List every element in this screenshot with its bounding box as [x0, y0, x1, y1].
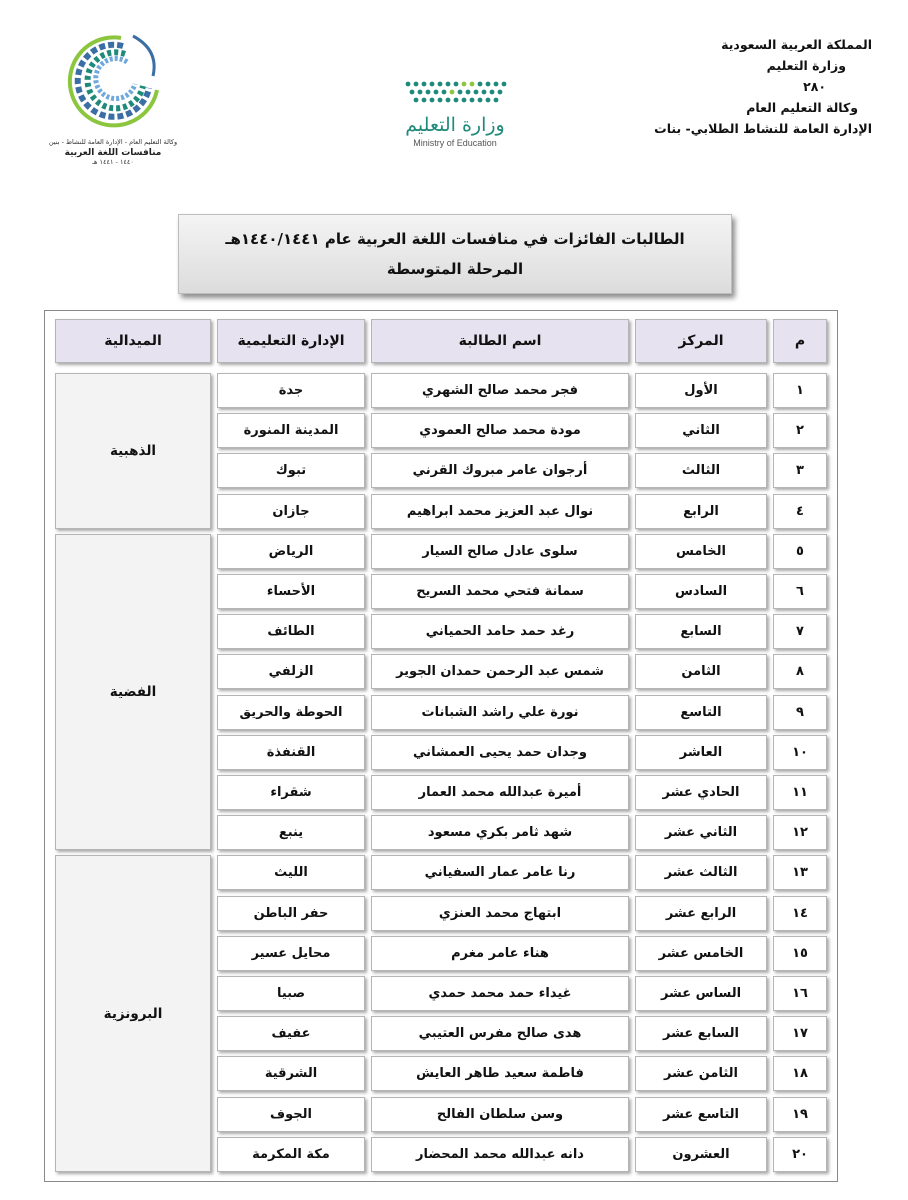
table-cell-rank: الرابع عشر	[635, 896, 767, 931]
table-cell-name: وسن سلطان الفالح	[371, 1097, 629, 1132]
table-cell-dept: صبيا	[217, 976, 365, 1011]
table-cell-name: غيداء حمد محمد حمدي	[371, 976, 629, 1011]
table-cell-num: ١٦	[773, 976, 827, 1011]
medal-group-cell: الذهبية	[55, 373, 211, 529]
table-cell-dept: القنفذة	[217, 735, 365, 770]
table-cell-num: ١٣	[773, 855, 827, 890]
table-cell-rank: التاسع عشر	[635, 1097, 767, 1132]
table-cell-name: ابتهاج محمد العنزي	[371, 896, 629, 931]
table-cell-rank: الثامن عشر	[635, 1056, 767, 1091]
table-cell-dept: جدة	[217, 373, 365, 408]
table-cell-num: ٦	[773, 574, 827, 609]
table-cell-name: أرجوان عامر مبروك القرني	[371, 453, 629, 488]
letterhead-line: الإدارة العامة للنشاط الطلابي- بنات	[654, 121, 872, 136]
ministry-name-arabic: وزارة التعليم	[405, 114, 505, 136]
document-subtitle: المرحلة المتوسطة	[386, 260, 524, 278]
letterhead-line: وزارة التعليم	[766, 58, 846, 73]
table-cell-dept: الطائف	[217, 614, 365, 649]
table-cell-dept: محايل عسير	[217, 936, 365, 971]
column-header-rank: المركز	[635, 319, 767, 363]
table-cell-name: نورة علي راشد الشبانات	[371, 695, 629, 730]
table-cell-dept: الزلفي	[217, 654, 365, 689]
table-cell-num: ٤	[773, 494, 827, 529]
results-table	[44, 310, 838, 1182]
table-cell-rank: الأول	[635, 373, 767, 408]
table-cell-num: ٧	[773, 614, 827, 649]
table-cell-dept: حفر الباطن	[217, 896, 365, 931]
table-cell-rank: الرابع	[635, 494, 767, 529]
ministry-name-english: Ministry of Education	[413, 138, 497, 148]
table-cell-name: شهد ثامر بكري مسعود	[371, 815, 629, 850]
table-cell-name: سمانة فتحي محمد السريح	[371, 574, 629, 609]
competition-tagline: وكالة التعليم العام - الإدارة العامة للنشاط - بنين	[48, 138, 178, 146]
table-cell-rank: العشرون	[635, 1137, 767, 1172]
document-title-box	[178, 214, 732, 294]
table-cell-num: ٨	[773, 654, 827, 689]
letterhead-line: المملكة العربية السعودية	[721, 37, 872, 52]
table-cell-dept: عفيف	[217, 1016, 365, 1051]
table-cell-num: ٥	[773, 534, 827, 569]
table-cell-dept: الجوف	[217, 1097, 365, 1132]
table-cell-rank: الثالث	[635, 453, 767, 488]
table-cell-name: مودة محمد صالح العمودي	[371, 413, 629, 448]
table-cell-num: ١١	[773, 775, 827, 810]
table-cell-num: ٩	[773, 695, 827, 730]
table-cell-num: ١٨	[773, 1056, 827, 1091]
table-cell-name: نوال عبد العزيز محمد ابراهيم	[371, 494, 629, 529]
table-cell-dept: الشرقية	[217, 1056, 365, 1091]
table-cell-name: فجر محمد صالح الشهري	[371, 373, 629, 408]
competition-emblem-icon	[63, 32, 163, 132]
table-cell-dept: مكة المكرمة	[217, 1137, 365, 1172]
table-cell-rank: التاسع	[635, 695, 767, 730]
table-cell-num: ١٧	[773, 1016, 827, 1051]
table-cell-dept: ينبع	[217, 815, 365, 850]
table-cell-num: ١٤	[773, 896, 827, 931]
table-cell-dept: جازان	[217, 494, 365, 529]
table-cell-rank: الثاني عشر	[635, 815, 767, 850]
table-cell-rank: العاشر	[635, 735, 767, 770]
table-cell-name: وجدان حمد يحيى العمشاني	[371, 735, 629, 770]
table-cell-name: هدى صالح مفرس العتيبي	[371, 1016, 629, 1051]
medal-group-cell: البرونزية	[55, 855, 211, 1171]
table-cell-num: ٣	[773, 453, 827, 488]
letterhead-text	[572, 34, 872, 139]
table-cell-rank: الثامن	[635, 654, 767, 689]
column-header-medal: الميدالية	[55, 319, 211, 363]
table-cell-dept: الليث	[217, 855, 365, 890]
table-cell-num: ١	[773, 373, 827, 408]
table-cell-name: هناء عامر مغرم	[371, 936, 629, 971]
letterhead-line: ٢٨٠	[803, 79, 826, 94]
competition-logo	[48, 32, 178, 182]
table-cell-name: رنا عامر عمار السفياني	[371, 855, 629, 890]
table-cell-name: فاطمة سعيد طاهر العايش	[371, 1056, 629, 1091]
ministry-logo	[360, 78, 550, 168]
table-cell-name: دانه عبدالله محمد المحضار	[371, 1137, 629, 1172]
table-cell-dept: شقراء	[217, 775, 365, 810]
table-cell-rank: السادس	[635, 574, 767, 609]
table-cell-dept: الرياض	[217, 534, 365, 569]
table-cell-rank: الثالث عشر	[635, 855, 767, 890]
ministry-dots-icon	[400, 78, 510, 108]
table-cell-dept: المدينة المنورة	[217, 413, 365, 448]
table-cell-rank: السابع	[635, 614, 767, 649]
table-cell-rank: الخامس عشر	[635, 936, 767, 971]
document-title: الطالبات الفائزات في منافسات اللغة العربية عام ١٤٤٠/١٤٤١هـ	[225, 230, 685, 248]
table-cell-num: ٢	[773, 413, 827, 448]
table-cell-name: أميرة عبدالله محمد العمار	[371, 775, 629, 810]
table-cell-dept: الحوطة والحريق	[217, 695, 365, 730]
table-cell-num: ١٩	[773, 1097, 827, 1132]
competition-name: منافسات اللغة العربية	[64, 148, 162, 158]
table-cell-num: ٢٠	[773, 1137, 827, 1172]
table-cell-num: ١٥	[773, 936, 827, 971]
table-cell-name: رغد حمد حامد الحمياني	[371, 614, 629, 649]
table-cell-dept: تبوك	[217, 453, 365, 488]
competition-year: ١٤٤٠ - ١٤٤١ هـ	[92, 158, 134, 166]
column-header-name: اسم الطالبة	[371, 319, 629, 363]
medal-group-cell: الفضية	[55, 534, 211, 850]
column-header-num: م	[773, 319, 827, 363]
table-cell-rank: الحادي عشر	[635, 775, 767, 810]
table-cell-rank: الساس عشر	[635, 976, 767, 1011]
table-cell-dept: الأحساء	[217, 574, 365, 609]
letterhead-line: وكالة التعليم العام	[746, 100, 858, 115]
table-cell-name: شمس عبد الرحمن حمدان الجوير	[371, 654, 629, 689]
table-cell-num: ١٠	[773, 735, 827, 770]
table-cell-rank: السابع عشر	[635, 1016, 767, 1051]
table-cell-name: سلوى عادل صالح السيار	[371, 534, 629, 569]
table-cell-num: ١٢	[773, 815, 827, 850]
table-cell-rank: الثاني	[635, 413, 767, 448]
table-cell-rank: الخامس	[635, 534, 767, 569]
column-header-dept: الإدارة التعليمية	[217, 319, 365, 363]
